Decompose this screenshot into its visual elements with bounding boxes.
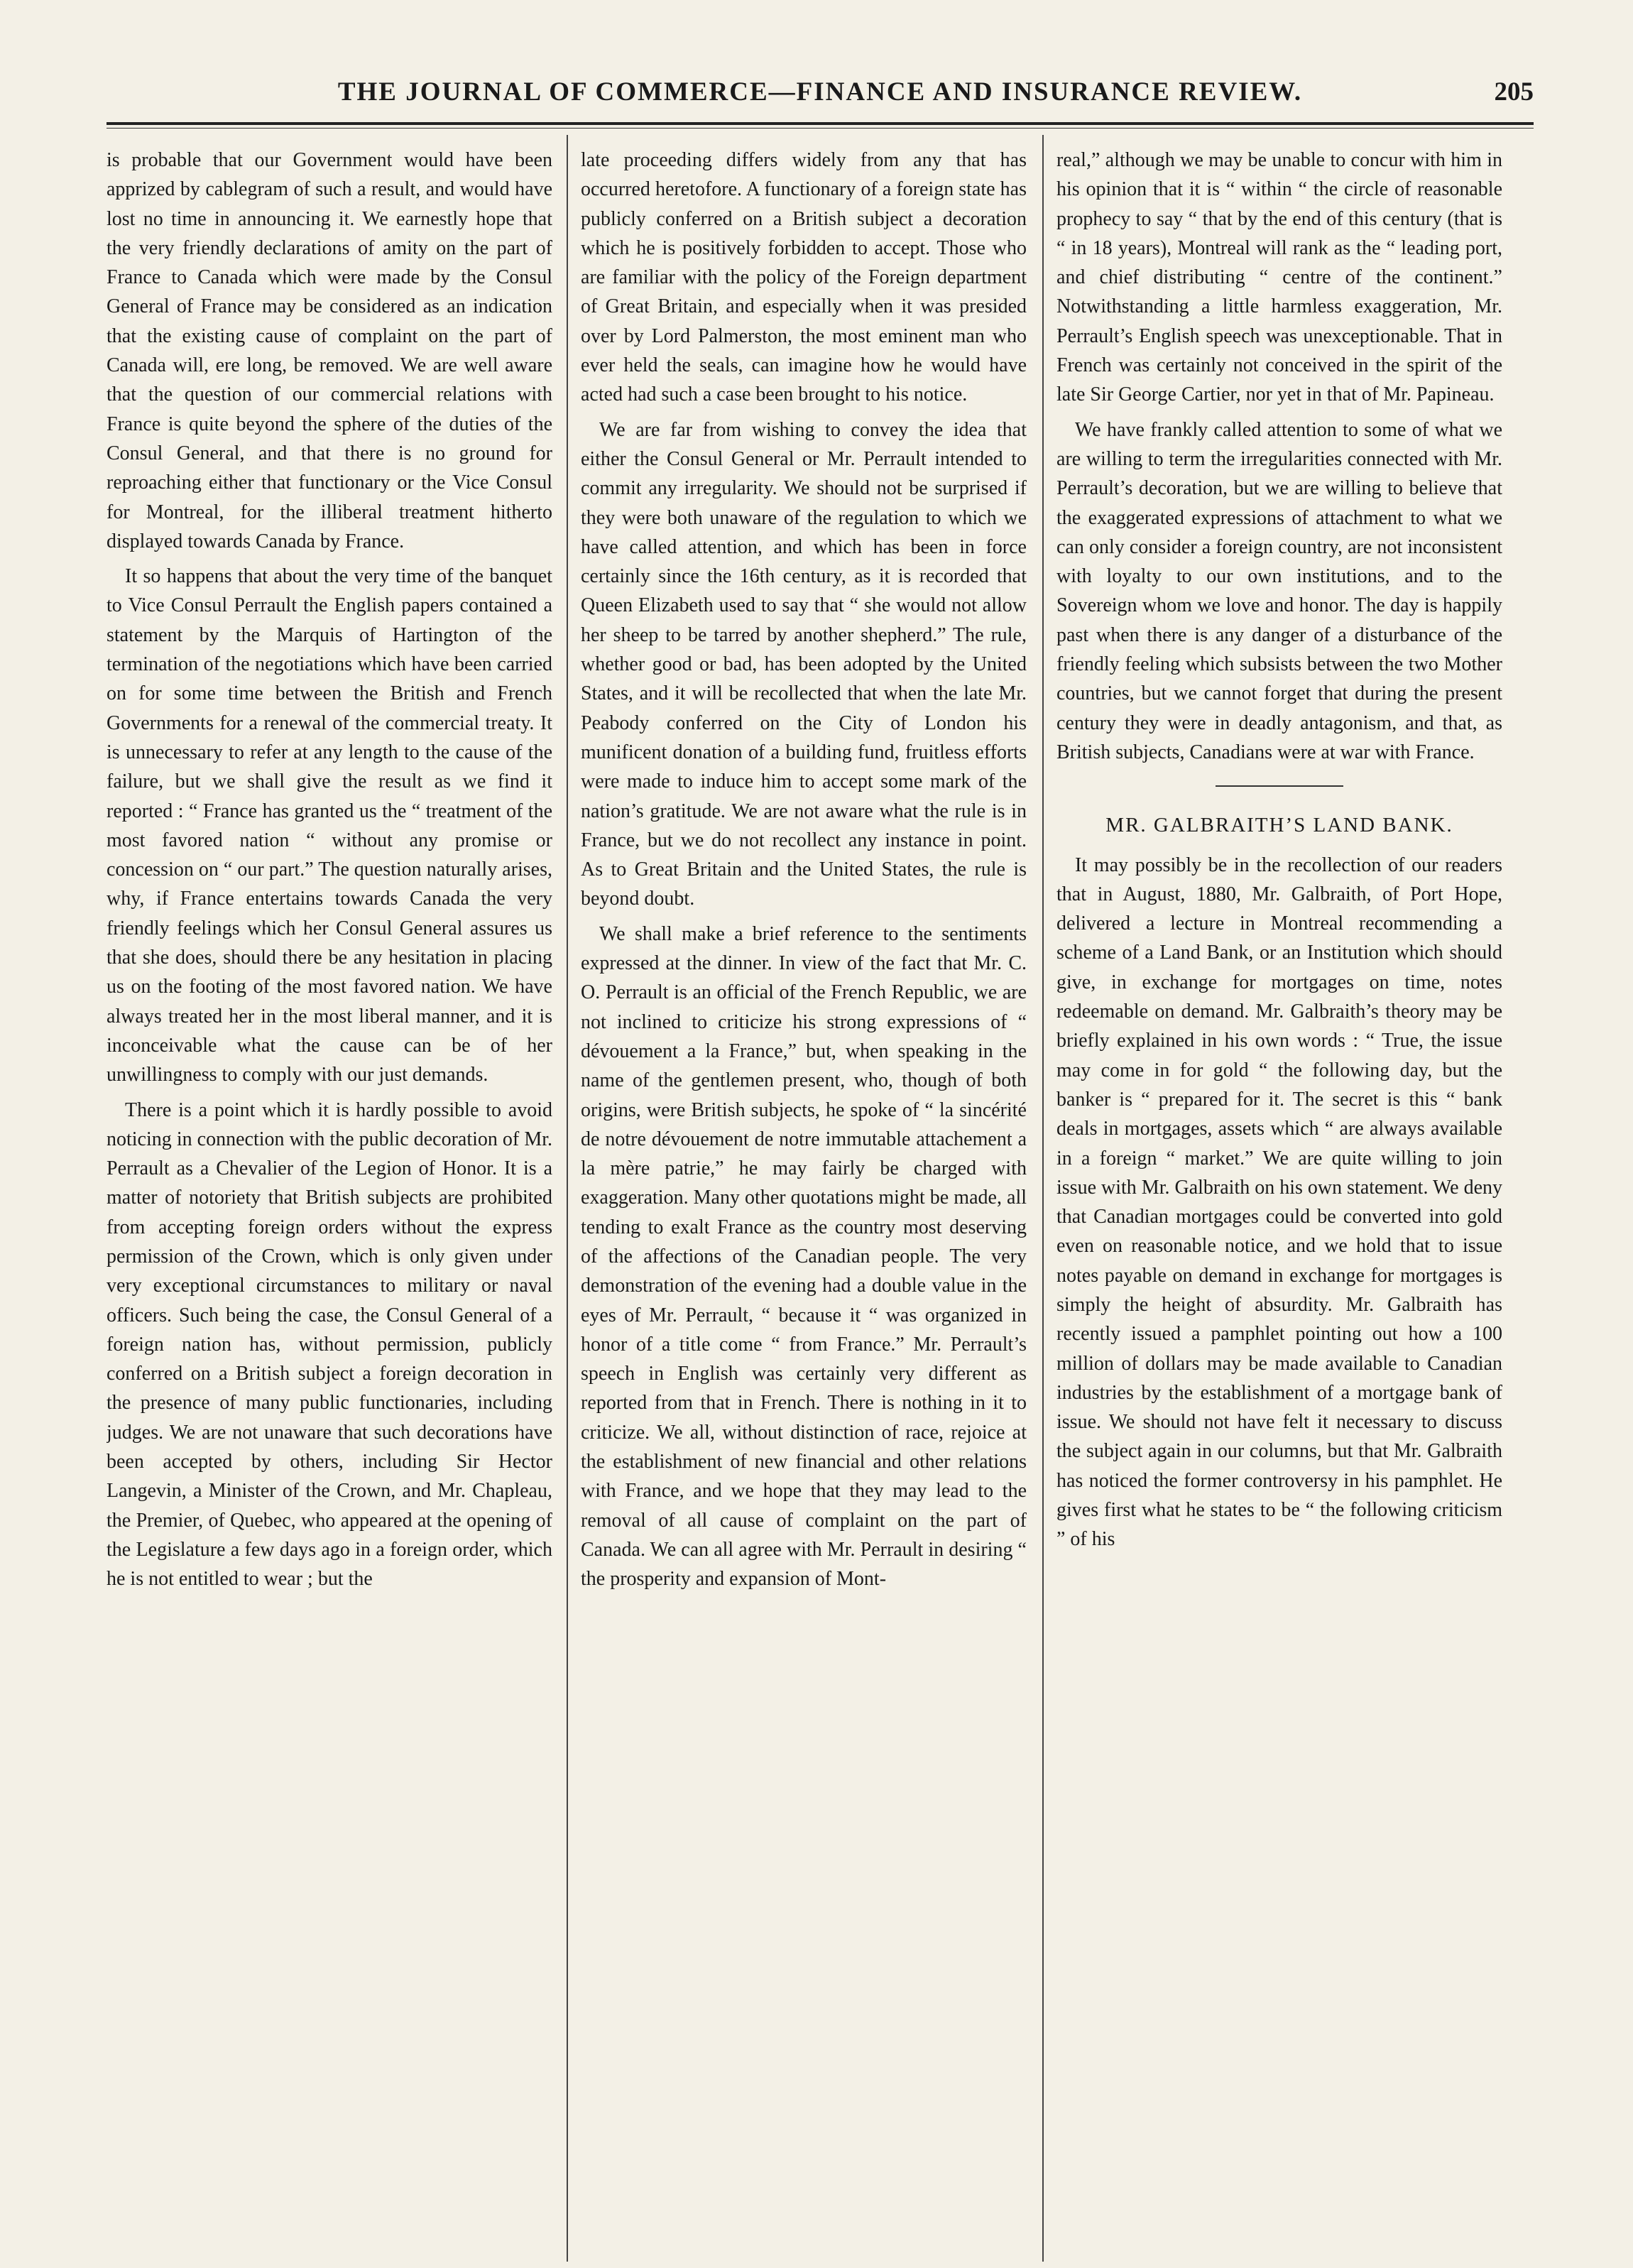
- column-1: [106, 146, 552, 2240]
- paragraph: real,” although we may be unable to concur with him in his opinion that it is “ within “ the circle of reasonable prophecy to say “ that by the end of this century (that is “ in 18 years), Montreal will rank as the “ leading port, and chief distributing “ centre of the continent.” Notwithstanding a little harmless exaggeration, Mr. Perrault’s English speech was unexceptionable. That in French was certainly not conceived in the spirit of the late Sir George Cartier, nor yet in that of Mr. Papineau.: [1056, 149, 1502, 406]
- header-rule-thin: [106, 128, 1534, 129]
- paragraph: It so happens that about the very time of the banquet to Vice Consul Perrault the English papers contained a statement by the Marquis of Hartington of the termination of the negotiations which have been carried on for some time between the British and French Governments for a renewal of the commercial treaty. It is unnecessary to refer at any length to the cause of the failure, but we shall give the result as we find it reported : “ France has granted us the “ treatment of the most favored nation “ without any promise or concession on “ our part.” The question naturally arises, why, if France entertains towards Canada the very friendly feelings which her Consul General assures us that she does, should there be any hesitation in placing us on the footing of the most favored nation. We have always treated her in the most liberal manner, and it is inconceivable what the cause can be of her unwillingness to comply with our just demands.: [106, 565, 552, 1086]
- paragraph: We are far from wishing to convey the idea that either the Consul General or Mr. Perrault intended to commit any irregularity. We should not be surprised if they were both unaware of the regulation to which we have called attention, and which has been in force certainly since the 16th century, as it is recorded that Queen Elizabeth used to say that “ she would not allow her sheep to be tarred by another shepherd.” The rule, whether good or bad, has been adopted by the United States, and it will be recollected that when the late Mr. Peabody conferred on the City of London his munificent donation of a building fund, fruitless efforts were made to induce him to accept some mark of the nation’s gratitude. We are not aware what the rule is in France, but we do not recollect any instance in point. As to Great Britain and the United States, the rule is beyond doubt.: [581, 418, 1027, 910]
- column-3: [1056, 146, 1502, 2240]
- paragraph: We have frankly called attention to some of what we are willing to term the irregularities connected with Mr. Perrault’s decoration, but we are willing to believe that the exaggerated expressions of attachment to what we can only consider a foreign country, are not inconsistent with loyalty to our own institutions, and to the Sovereign whom we love and honor. The day is happily past when there is any danger of a disturbance of the friendly feeling which subsists between the two Mother countries, but we cannot forget that during the present century they were in deadly antagonism, and that, as British subjects, Canadians were at war with France.: [1056, 418, 1502, 763]
- paragraph: is probable that our Government would have been apprized by cablegram of such a result, and would have lost no time in announcing it. We earnestly hope that the very friendly declarations of amity on the part of France to Canada which were made by the Consul General of France may be considered as an indication that the existing cause of complaint on the part of Canada will, ere long, be removed. We are well aware that the question of our commercial relations with France is quite beyond the sphere of the duties of the Consul General, and that there is no ground for reproaching either that functionary or the Vice Consul for Montreal, for the illiberal treatment hitherto displayed towards Canada by France.: [106, 149, 552, 552]
- running-title: THE JOURNAL OF COMMERCE—FINANCE AND INSURANCE REVIEW.: [337, 77, 1303, 107]
- section-divider: [1216, 785, 1343, 787]
- paragraph: We shall make a brief reference to the sentiments expressed at the dinner. In view of the fact that Mr. C. O. Perrault is an official of the French Republic, we are not inclined to criticize his strong expressions of “ dévouement a la France,” but, when speaking in the name of the gentlemen present, who, though of both origins, were British subjects, he spoke of “ la sincérité de notre dévouement de notre immutable attachement a la mère patrie,” he may fairly be charged with exaggeration. Many other quotations might be made, all tending to exalt France as the country most deserving of the affections of the Canadian people. The very demonstration of the evening had a double value in the eyes of Mr. Perrault, “ because it “ was organized in honor of a title come “ from France.” Mr. Perrault’s speech in English was certainly very different as reported from that in French. There is nothing in it to criticize. We all, without distinction of race, rejoice at the establishment of new financial and other relations with France, and we hope that they may lead to the removal of all cause of complaint on the part of Canada. We can all agree with Mr. Perrault in desiring “ the prosperity and expansion of Mont-: [581, 922, 1027, 1591]
- header-rule: [106, 122, 1534, 125]
- paragraph: It may possibly be in the recollection of our readers that in August, 1880, Mr. Galbraith, of Port Hope, delivered a lecture in Montreal recommending a scheme of a Land Bank, or an Institution which should give, in exchange for mortgages on time, notes redeemable on demand. Mr. Galbraith’s theory may be briefly explained in his own words : “ True, the issue may come in for gold “ the following day, but the banker is “ prepared for it. The secret is this “ bank deals in mortgages, assets which “ are always available in a foreign “ market.” We are quite willing to join issue with Mr. Galbraith on his own statement. We deny that Canadian mortgages could be converted into gold even on reasonable notice, and we hold that to issue notes payable on demand in exchange for mortgages is simply the height of absurdity. Mr. Galbraith has recently issued a pamphlet pointing out how a 100 million of dollars may be made available to Canadian industries by the establishment of a mortgage bank of issue. We should not have felt it necessary to discuss the subject again in our columns, but that Mr. Galbraith has noticed the former controversy in his pamphlet. He gives first what he states to be “ the following criticism ” of his: [1056, 854, 1502, 1551]
- page-header: [106, 77, 1534, 119]
- paragraph: late proceeding differs widely from any that has occurred heretofore. A functionary of a foreign state has publicly conferred on a British subject a decoration which he is positively forbidden to accept. Those who are familiar with the policy of the Foreign department of Great Britain, and especially when it was presided over by Lord Palmerston, the most eminent man who ever held the seals, can imagine how he would have acted had such a case been brought to his notice.: [581, 149, 1027, 406]
- column-2: [581, 146, 1027, 2240]
- page-number: 205: [1494, 77, 1534, 107]
- section-title: MR. GALBRAITH’S LAND BANK.: [1105, 814, 1453, 837]
- paragraph: There is a point which it is hardly possible to avoid noticing in connection with the public decoration of Mr. Perrault as a Chevalier of the Legion of Honor. It is a matter of notoriety that British subjects are prohibited from accepting foreign orders without the express permission of the Crown, which is only given under very exceptional circumstances to military or naval officers. Such being the case, the Consul General of a foreign nation has, without permission, publicly conferred on a British subject a foreign decoration in the presence of many public functionaries, including judges. We are not unaware that such decorations have been accepted by others, including Sir Hector Langevin, a Minister of the Crown, and Mr. Chapleau, the Premier, of Quebec, who appeared at the opening of the Legislature a few days ago in a foreign order, which he is not entitled to wear ; but the: [106, 1098, 552, 1591]
- column-rule-1: [567, 135, 568, 2262]
- column-rule-2: [1042, 135, 1044, 2262]
